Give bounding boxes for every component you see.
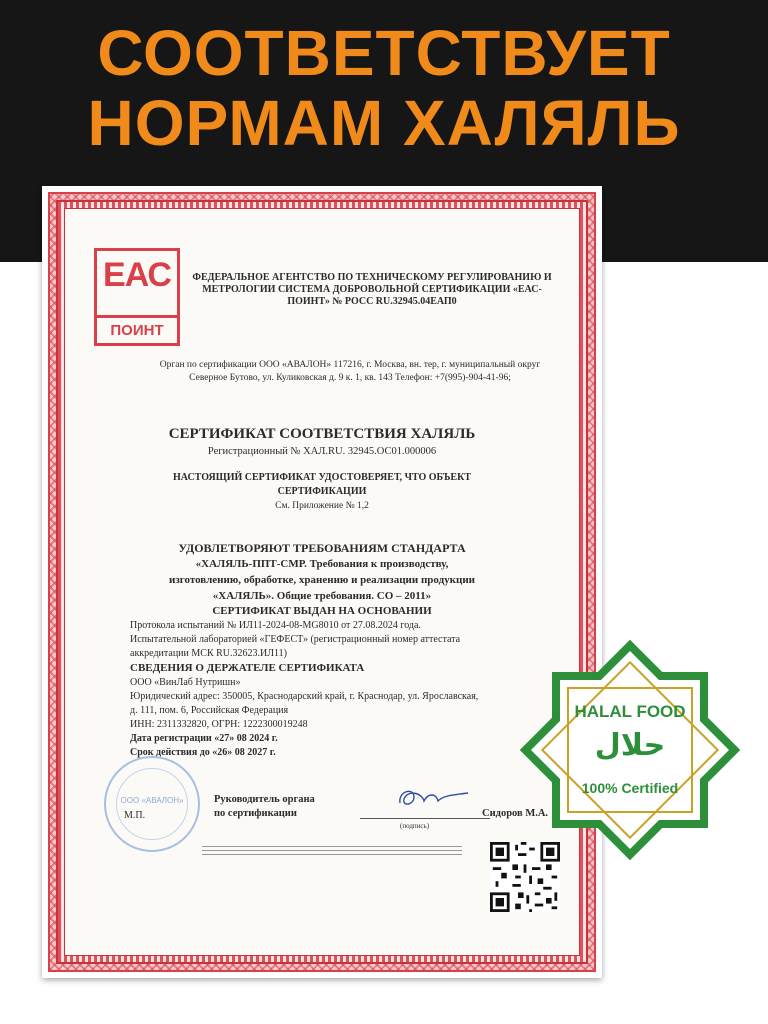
protocol-line-1: Протокола испытаний № ИЛ11-2024-08-MG8010 от 27.08.2024 года. bbox=[130, 620, 421, 631]
registration-date: Дата регистрации «27» 08 2024 г. bbox=[130, 733, 278, 744]
protocol-line-2: Испытательной лабораторией «ГЕФЕСТ» (регистрационный номер аттестата bbox=[130, 634, 461, 645]
holder-name: ООО «ВинЛаб Нутришн» bbox=[130, 677, 241, 688]
fine-print bbox=[202, 846, 462, 858]
logo-point-text: ПОИНТ bbox=[97, 315, 177, 339]
seal-mark: М.П. bbox=[124, 810, 146, 821]
holder-address-2: д. 111, пом. 6, Российская Федерация bbox=[130, 705, 289, 716]
confirms-line-1: НАСТОЯЩИЙ СЕРТИФИКАТ УДОСТОВЕРЯЕТ, ЧТО ОБЪЕКТ bbox=[172, 472, 472, 483]
signature-line bbox=[360, 818, 490, 819]
signature-caption: (подпись) bbox=[400, 822, 430, 830]
banner-headline bbox=[0, 18, 768, 158]
certification-organ: Орган по сертификации ООО «АВАЛОН» 117216, г. Москва, вн. тер, г. муниципальный округ Северное Бутово, ул. Куликовская д. 9 к. 1, кв. 143 Телефон: +7(995)-904-41-96; bbox=[159, 360, 541, 383]
holder-heading: СВЕДЕНИЯ О ДЕРЖАТЕЛЕ СЕРТИФИКАТА bbox=[130, 662, 365, 674]
standard-line-3: изготовлению, обработке, хранению и реализации продукции bbox=[168, 574, 476, 586]
protocol-line-3: аккредитации МСК RU.32623.ИЛ11) bbox=[130, 648, 287, 659]
halal-badge bbox=[520, 640, 740, 860]
agency-name: ФЕДЕРАЛЬНОЕ АГЕНТСТВО ПО ТЕХНИЧЕСКОМУ РЕГУЛИРОВАНИЮ И МЕТРОЛОГИИ СИСТЕМА ДОБРОВОЛЬНОЙ СЕРТИФИКАЦИИ «ЕАС-ПОИНТ» № РОСС RU.32945.04ЕАП0 bbox=[192, 272, 552, 307]
issued-basis-heading: СЕРТИФИКАТ ВЫДАН НА ОСНОВАНИИ bbox=[212, 605, 432, 617]
certificate-document bbox=[42, 186, 602, 978]
stamp-text: ООО «АВАЛОН» bbox=[120, 796, 184, 805]
signer-name: Сидоров М.А. bbox=[482, 808, 549, 819]
head-of-organ-line-2: по сертификации bbox=[214, 808, 297, 819]
banner-line-2: НОРМАМ ХАЛЯЛЬ bbox=[87, 87, 681, 159]
badge-halal-food: HALAL FOOD bbox=[574, 702, 686, 721]
banner-line-1: СООТВЕТСТВУЕТ bbox=[97, 17, 671, 89]
confirms-line-2: СЕРТИФИКАЦИИ bbox=[277, 486, 367, 497]
appendix-reference: См. Приложение № 1,2 bbox=[275, 501, 369, 511]
badge-certified: 100% Certified bbox=[581, 780, 679, 796]
badge-arabic-halal: حلال bbox=[594, 728, 666, 763]
standard-line-2: «ХАЛЯЛЬ-ППТ-СМР. Требования к производству, bbox=[195, 558, 449, 570]
head-of-organ-line-1: Руководитель органа bbox=[214, 794, 315, 805]
standard-line-1: УДОВЛЕТВОРЯЮТ ТРЕБОВАНИЯМ СТАНДАРТА bbox=[178, 541, 466, 555]
holder-address-1: Юридический адрес: 350005, Краснодарский край, г. Краснодар, ул. Ярославская, bbox=[130, 691, 479, 702]
certificate-title: СЕРТИФИКАТ СООТВЕТСТВИЯ ХАЛЯЛЬ bbox=[168, 426, 476, 442]
standard-line-4: «ХАЛЯЛЬ». Общие требования. СО – 2011» bbox=[212, 590, 432, 602]
logo-eac-text: ЕАС bbox=[103, 256, 171, 294]
validity-period: Срок действия до «26» 08 2027 г. bbox=[130, 747, 276, 758]
registration-number: Регистрационный № ХАЛ.RU. 32945.ОС01.000006 bbox=[207, 446, 437, 457]
holder-inn: ИНН: 2311332820, ОГРН: 1222300019248 bbox=[130, 719, 308, 730]
signature-icon bbox=[392, 781, 472, 815]
eac-point-logo bbox=[94, 248, 180, 346]
organ-stamp bbox=[104, 756, 200, 852]
